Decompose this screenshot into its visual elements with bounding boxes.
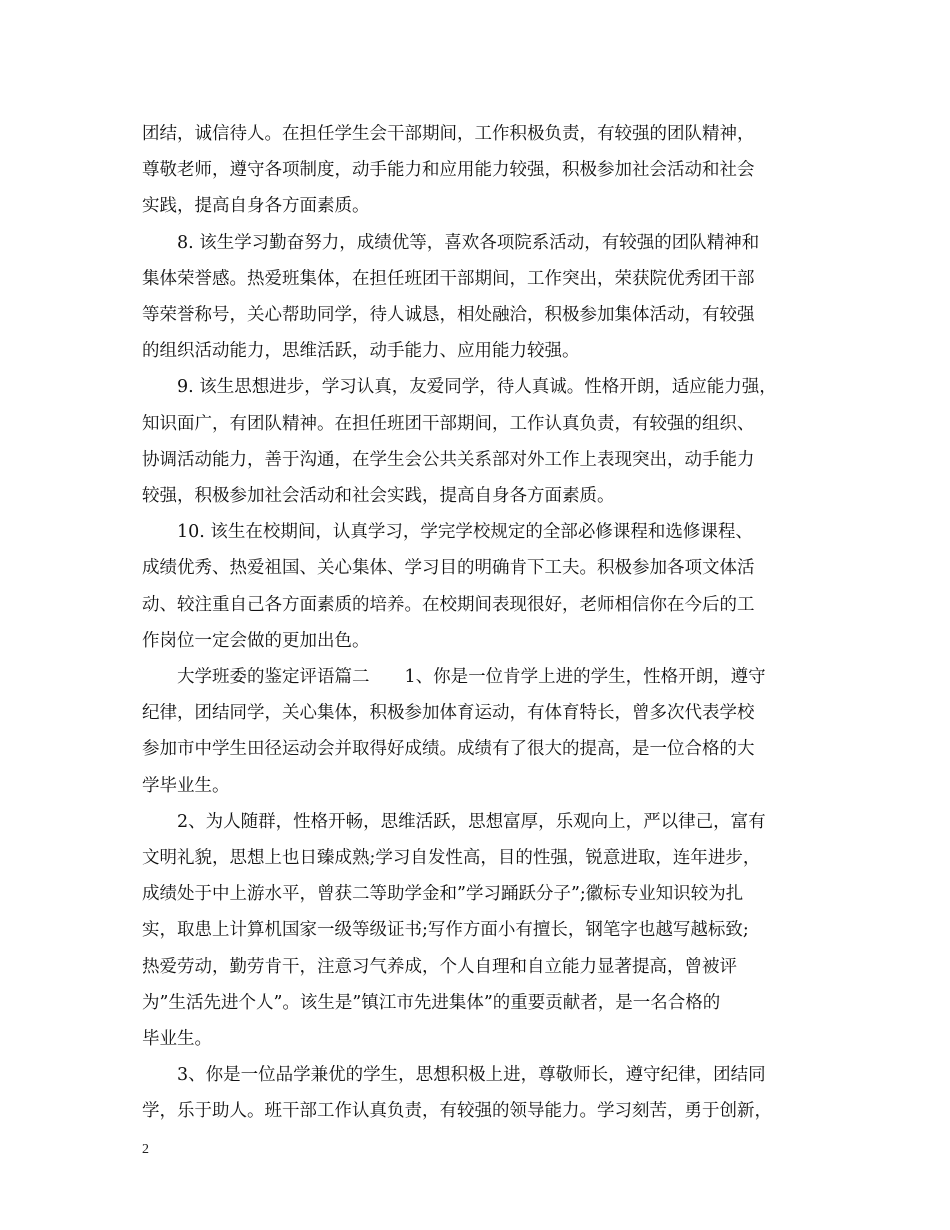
text-line: 2、为人随群，性格开畅，思维活跃，思想富厚，乐观向上，严以律己，富有 xyxy=(142,811,766,832)
text-line: 知识面广，有团队精神。在担任班团干部期间，工作认真负责，有较强的组织、 xyxy=(142,413,755,434)
text-line: 8. 该生学习勤奋努力，成绩优等，喜欢各项院系活动，有较强的团队精神和 xyxy=(142,232,760,253)
text-line: 动、较注重自己各方面素质的培养。在校期间表现很好，老师相信你在今后的工 xyxy=(142,594,755,615)
paragraph-item-2 xyxy=(142,804,810,1057)
text-line: 实践，提高自身各方面素质。 xyxy=(142,196,370,217)
paragraph-item-3 xyxy=(142,1057,810,1129)
text-line: 为”生活先进个人”。该生是”镇江市先进集体”的重要贡献者，是一名合格的 xyxy=(142,992,721,1013)
text-line: 纪律，团结同学，关心集体，积极参加体育运动，有体育特长，曾多次代表学校 xyxy=(142,703,755,724)
paragraph-item-9 xyxy=(142,369,810,514)
paragraph-item-10 xyxy=(142,514,810,659)
text-line: 热爱劳动，勤劳肯干，注意习气养成，个人自理和自立能力显著提高，曾被评 xyxy=(142,956,737,977)
page-number: 2 xyxy=(142,1142,149,1157)
text-line: 作岗位一定会做的更加出色。 xyxy=(142,630,370,651)
text-line: 集体荣誉感。热爱班集体，在担任班团干部期间，工作突出，荣获院优秀团干部 xyxy=(142,268,755,289)
paragraph-continuation xyxy=(142,116,810,225)
text-line: 尊敬老师，遵守各项制度，动手能力和应用能力较强，积极参加社会活动和社会 xyxy=(142,160,755,181)
text-line: 等荣誉称号，关心帮助同学，待人诚恳，相处融洽，积极参加集体活动，有较强 xyxy=(142,305,755,326)
paragraph-section-two-item-1 xyxy=(142,659,810,804)
text-line: 较强，积极参加社会活动和社会实践，提高自身各方面素质。 xyxy=(142,486,615,507)
text-line: 协调活动能力，善于沟通，在学生会公共关系部对外工作上表现突出，动手能力 xyxy=(142,449,755,470)
text-line: 学毕业生。 xyxy=(142,775,230,796)
text-line: 学，乐于助人。班干部工作认真负责，有较强的领导能力。学习刻苦，勇于创新， xyxy=(142,1101,772,1122)
text-line: 文明礼貌，思想上也日臻成熟;学习自发性高，目的性强，锐意进取，连年进步， xyxy=(142,848,761,869)
text-line: 大学班委的鉴定评语篇二 1、你是一位肯学上进的学生，性格开朗，遵守 xyxy=(142,667,766,688)
text-line: 9. 该生思想进步，学习认真，友爱同学，待人真诚。性格开朗，适应能力强， xyxy=(142,377,777,398)
paragraph-item-8 xyxy=(142,225,810,370)
document-body xyxy=(142,116,810,1130)
text-line: 的组织活动能力，思维活跃，动手能力、应用能力较强。 xyxy=(142,341,580,362)
text-line: 毕业生。 xyxy=(142,1029,212,1050)
text-line: 3、你是一位品学兼优的学生，思想积极上进，尊敬师长，遵守纪律，团结同 xyxy=(142,1065,766,1086)
text-line: 成绩优秀、热爱祖国、关心集体、学习目的明确肯下工夫。积极参加各项文体活 xyxy=(142,558,755,579)
text-line: 10. 该生在校期间，认真学习，学完学校规定的全部必修课程和选修课程、 xyxy=(142,522,753,543)
text-line: 团结，诚信待人。在担任学生会干部期间，工作积极负责，有较强的团队精神， xyxy=(142,124,755,144)
text-line: 实，取患上计算机国家一级等级证书;写作方面小有擅长，钢笔字也越写越标致; xyxy=(142,920,749,941)
text-line: 成绩处于中上游水平，曾获二等助学金和”学习踊跃分子”;徽标专业知识较为扎 xyxy=(142,884,744,905)
text-line: 参加市中学生田径运动会并取得好成绩。成绩有了很大的提高，是一位合格的大 xyxy=(142,739,755,760)
